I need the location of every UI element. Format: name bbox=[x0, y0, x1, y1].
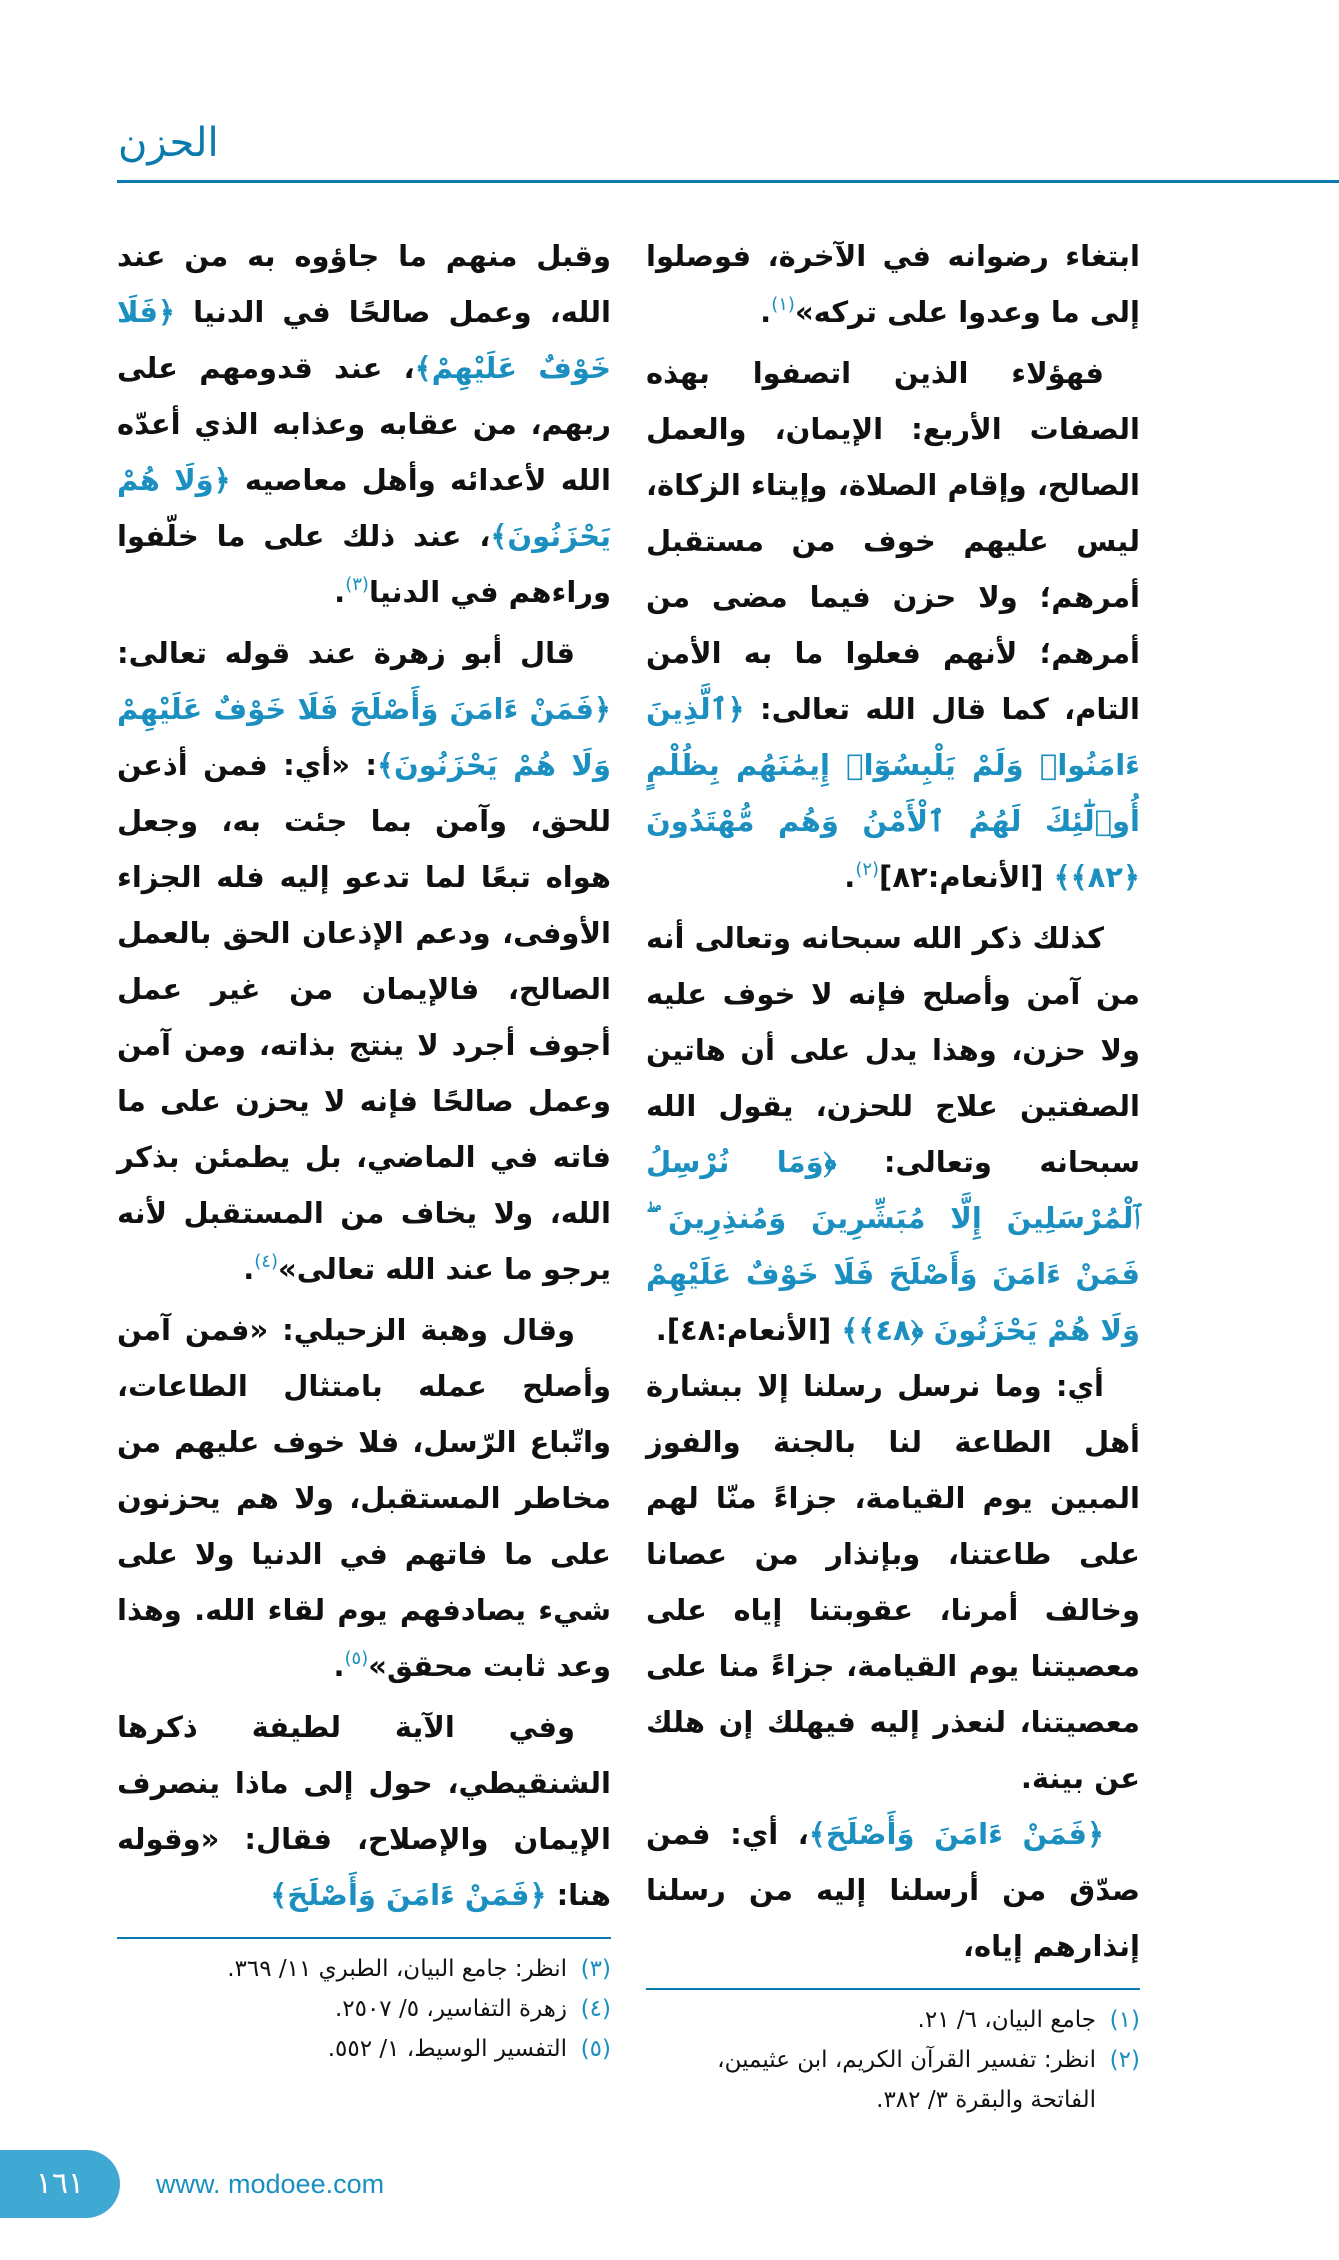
paragraph bbox=[646, 228, 1140, 345]
body-text: : «أي: فمن أذعن للحق، وآمن بما جئت به، وجعل هواه تبعًا لما تدعو إليه فله الجزاء الأوفى، ودعم الإذعان الحق بالعمل الصالح، فالإيمان من غير عمل أجوف أجرد لا ينتج بذاته، ومن آمن وعمل صالحًا فإنه لا يحزن على ما فاته في الماضي، بل يطمئن بذكر الله، ولا يخاف من المستقبل لأنه يرجو ما عند الله تعالى» bbox=[117, 748, 611, 1286]
page-header bbox=[0, 0, 1339, 228]
paragraph bbox=[117, 228, 611, 625]
page-footer bbox=[0, 2150, 1339, 2260]
body-text: وفي الآية لطيفة ذكرها الشنقيطي، حول إلى ماذا ينصرف الإيمان والإصلاح، فقال: «وقوله هنا: bbox=[117, 1710, 611, 1912]
paragraph bbox=[117, 625, 611, 1302]
footnote-number: (٥) bbox=[580, 2036, 611, 2062]
website-link[interactable]: www. modoee.com bbox=[156, 2169, 385, 2199]
body-text: . bbox=[334, 575, 346, 609]
footnote-text: زهرة التفاسير، ٥/ ٢٥٠٧. bbox=[334, 1996, 567, 2022]
quran-verse: ﴿وَلَا هُمْ يَحْزَنُونَ﴾ bbox=[117, 463, 611, 553]
footnote-ref[interactable]: (٣) bbox=[345, 574, 369, 595]
footnote bbox=[646, 2000, 1140, 2040]
text-column-left bbox=[117, 228, 611, 1923]
body-text: ، أي: فمن صدّق من أرسلنا إليه من رسلنا إنذارهم إياه، bbox=[646, 1817, 1140, 1963]
body-text: فهؤلاء الذين اتصفوا بهذه الصفات الأربع: الإيمان، والعمل الصالح، وإقام الصلاة، وإيتاء الزكاة، ليس عليهم خوف من مستقبل أمرهم؛ ولا حزن فيما مضى من أمرهم؛ لأنهم فعلوا ما به الأمن التام، كما قال الله تعالى: bbox=[646, 356, 1140, 726]
body-text: . bbox=[844, 860, 856, 894]
body-text: وقال وهبة الزحيلي: «فمن آمن وأصلح عمله بامتثال الطاعات، واتّباع الرّسل، فلا خوف عليهم من مخاطر المستقبل، ولا هم يحزنون على ما فاتهم في الدنيا ولا على شيء يصادفهم يوم لقاء الله. وهذا وعد ثابت محقق» bbox=[117, 1313, 611, 1683]
body-text: . bbox=[333, 1649, 345, 1683]
paragraph bbox=[646, 1358, 1140, 1806]
paragraph bbox=[117, 1699, 611, 1923]
footnote bbox=[117, 1949, 611, 1989]
paragraph bbox=[117, 1302, 611, 1699]
footnote-ref[interactable]: (٥) bbox=[344, 1648, 369, 1669]
body-text: ، عند قدومهم على ربهم، من عقابه وعذابه الذي أعدّه الله لأعدائه وأهل معاصيه bbox=[117, 351, 611, 497]
quran-verse: ﴿فَمَنْ ءَامَنَ وَأَصْلَحَ﴾ bbox=[270, 1878, 547, 1912]
footnotes-right bbox=[646, 2000, 1140, 2120]
footnote-number: (١) bbox=[1109, 2007, 1140, 2033]
body-text: ، عند ذلك على ما خلّفوا وراءهم في الدنيا bbox=[117, 519, 611, 609]
footnote-divider-left bbox=[117, 1937, 611, 1939]
footnote-ref[interactable]: (١) bbox=[771, 294, 795, 315]
body-text: . bbox=[243, 1252, 255, 1286]
footnotes-left bbox=[117, 1949, 611, 2069]
chapter-title: الحزن bbox=[118, 120, 219, 166]
body-text: كذلك ذكر الله سبحانه وتعالى أنه من آمن وأصلح فإنه لا خوف عليه ولا حزن، وهذا يدل على أن هاتين الصفتين علاج للحزن، يقول الله سبحانه وتعالى: bbox=[646, 921, 1140, 1179]
footnote-ref[interactable]: (٢) bbox=[855, 859, 880, 880]
body-text: أي: وما نرسل رسلنا إلا ببشارة أهل الطاعة لنا بالجنة والفوز المبين يوم القيامة، جزاءً منّا لهم على طاعتنا، وبإنذار من عصانا وخالف أمرنا، عقوبتنا إياه على معصيتنا يوم القيامة، جزاءً منا على معصيتنا، لنعذر إليه فيهلك إن هلك عن بينة. bbox=[646, 1369, 1140, 1795]
column-left bbox=[117, 228, 611, 2069]
body-columns bbox=[117, 228, 1140, 2120]
footnote bbox=[117, 2029, 611, 2069]
column-right bbox=[646, 228, 1140, 2120]
footnote-text: انظر: جامع البيان، الطبري ١١/ ٣٦٩. bbox=[227, 1956, 567, 1982]
page-number: ١٦١ bbox=[0, 2150, 120, 2218]
header-divider bbox=[117, 180, 1339, 183]
body-text: قال أبو زهرة عند قوله تعالى: bbox=[117, 636, 575, 670]
text-column-right bbox=[646, 228, 1140, 1974]
footnote-text: جامع البيان، ٦/ ٢١. bbox=[917, 2007, 1096, 2033]
quran-verse: ﴿فَلَا خَوْفٌ عَلَيْهِمْ﴾ bbox=[117, 295, 611, 385]
body-text: [الأنعام:٨٢] bbox=[879, 860, 1054, 894]
footnote-text: انظر: تفسير القرآن الكريم، ابن عثيمين، الفاتحة والبقرة ٣/ ٣٨٢. bbox=[717, 2047, 1096, 2113]
quran-verse: ﴿ٱلَّذِينَ ءَامَنُوا۟ وَلَمْ يَلْبِسُوٓا۟ إِيمَٰنَهُم بِظُلْمٍ أُو۟لَٰٓئِكَ لَهُمُ ٱلْأَمْنُ وَهُم مُّهْتَدُونَ ﴿٨٢﴾﴾ bbox=[646, 692, 1140, 894]
footnote bbox=[117, 1989, 611, 2029]
footnote bbox=[646, 2040, 1140, 2120]
body-text: وقبل منهم ما جاؤوه به من عند الله، وعمل صالحًا في الدنيا bbox=[117, 239, 611, 329]
quran-verse: ﴿وَمَا نُرْسِلُ ٱلْمُرْسَلِينَ إِلَّا مُبَشِّرِينَ وَمُنذِرِينَ ۖ فَمَنْ ءَامَنَ وَأَصْلَحَ فَلَا خَوْفٌ عَلَيْهِمْ وَلَا هُمْ يَحْزَنُونَ ﴿٤٨﴾﴾ bbox=[646, 1145, 1140, 1347]
paragraph bbox=[646, 345, 1140, 910]
footnote-divider-right bbox=[646, 1988, 1140, 1990]
quran-verse: ﴿فَمَنْ ءَامَنَ وَأَصْلَحَ فَلَا خَوْفٌ عَلَيْهِمْ وَلَا هُمْ يَحْزَنُونَ﴾ bbox=[117, 692, 611, 782]
footnote-number: (٣) bbox=[580, 1956, 611, 1982]
footnote-text: التفسير الوسيط، ١/ ٥٥٢. bbox=[327, 2036, 567, 2062]
quran-verse: ﴿فَمَنْ ءَامَنَ وَأَصْلَحَ﴾ bbox=[808, 1817, 1104, 1851]
footnote-number: (٤) bbox=[580, 1996, 611, 2022]
body-text: [الأنعام:٤٨]. bbox=[655, 1313, 842, 1347]
body-text: ابتغاء رضوانه في الآخرة، فوصلوا إلى ما وعدوا على تركه» bbox=[646, 239, 1140, 329]
footnote-ref[interactable]: (٤) bbox=[254, 1251, 278, 1272]
footnote-number: (٢) bbox=[1109, 2047, 1140, 2073]
body-text: . bbox=[760, 295, 772, 329]
paragraph bbox=[646, 910, 1140, 1358]
paragraph bbox=[646, 1806, 1140, 1974]
